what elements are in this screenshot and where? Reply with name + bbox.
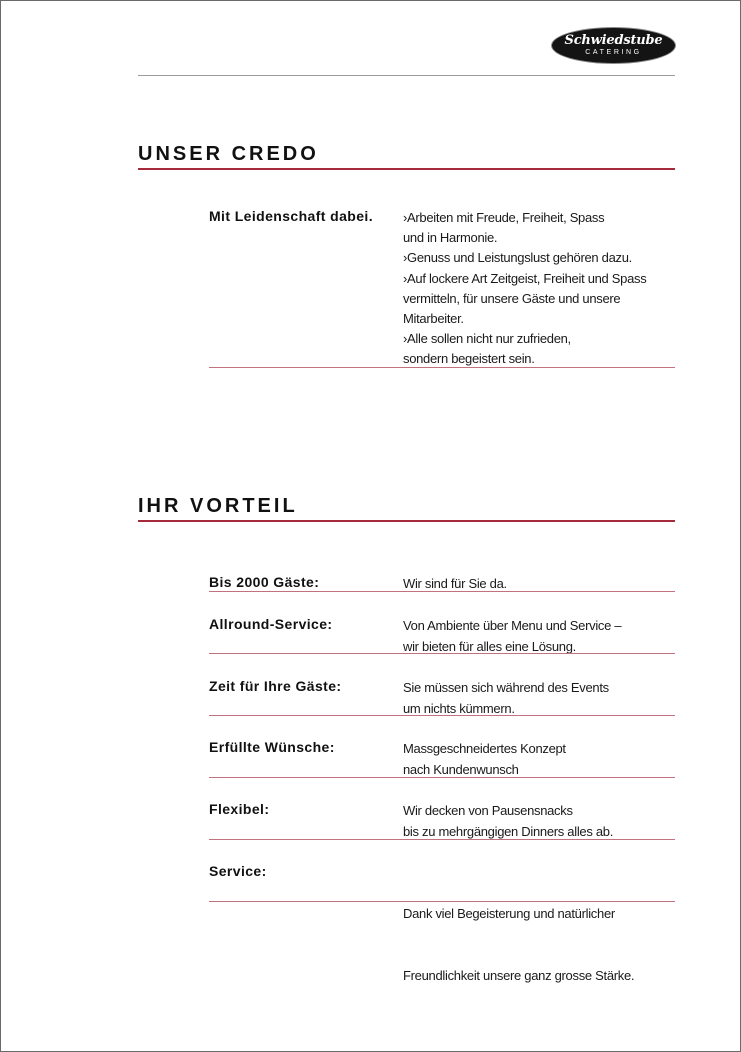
row-text (403, 678, 675, 719)
row-label: Allround-Service: (209, 616, 333, 632)
credo-divider (209, 367, 675, 368)
row-line: um nichts kümmern. (403, 700, 515, 716)
row-line: Wir decken von Pausensnacks (403, 803, 573, 818)
row-text (403, 863, 675, 1027)
credo-line: ›Arbeiten mit Freude, Freiheit, Spass (403, 210, 605, 225)
row-divider (209, 591, 675, 592)
row-line: Von Ambiente über Menu und Service – (403, 618, 622, 633)
row-text (403, 801, 675, 842)
row-divider (209, 777, 675, 778)
row-divider (209, 715, 675, 716)
credo-line: ›Auf lockere Art Zeitgeist, Freiheit und Spass (403, 270, 647, 286)
row-line: Dank viel Begeisterung und natürlicher (403, 906, 615, 921)
row-text (403, 739, 675, 780)
row-line: Wir sind für Sie da. (403, 576, 507, 591)
row-label: Erfüllte Wünsche: (209, 739, 335, 755)
row-line: Massgeschneidertes Konzept (403, 741, 566, 756)
credo-line: ›Alle sollen nicht nur zufrieden, (403, 331, 571, 347)
company-logo (552, 28, 675, 63)
header-divider (138, 75, 675, 76)
vorteil-heading: IHR VORTEIL (138, 495, 298, 517)
row-line: bis zu mehrgängigen Dinners alles ab. (403, 823, 614, 839)
credo-line: ›Genuss und Leistungslust gehören dazu. (403, 250, 632, 266)
logo-name: Schwiedstube (564, 33, 663, 48)
row-line: Sie müssen sich während des Events (403, 680, 609, 695)
row-line: Freundlichkeit unsere ganz grosse Stärke. (403, 967, 635, 983)
vorteil-heading-rule (138, 520, 675, 522)
row-divider (209, 901, 675, 902)
logo-subtitle: CATERING (585, 49, 642, 56)
credo-label: Mit Leidenschaft dabei. (209, 208, 373, 224)
credo-text (403, 208, 675, 370)
row-label: Bis 2000 Gäste: (209, 574, 320, 590)
credo-line: vermitteln, für unsere Gäste und unsere (403, 290, 621, 306)
credo-line: und in Harmonie. (403, 230, 498, 246)
row-label: Zeit für Ihre Gäste: (209, 678, 342, 694)
row-label: Service: (209, 863, 267, 879)
credo-heading: UNSER CREDO (138, 143, 319, 165)
credo-line: Mitarbeiter. (403, 311, 464, 327)
row-text (403, 616, 675, 657)
row-divider (209, 653, 675, 654)
row-line: wir bieten für alles eine Lösung. (403, 638, 576, 654)
row-line: nach Kundenwunsch (403, 761, 519, 777)
credo-heading-rule (138, 168, 675, 170)
row-divider (209, 839, 675, 840)
credo-line: sondern begeistert sein. (403, 351, 535, 367)
row-label: Flexibel: (209, 801, 270, 817)
